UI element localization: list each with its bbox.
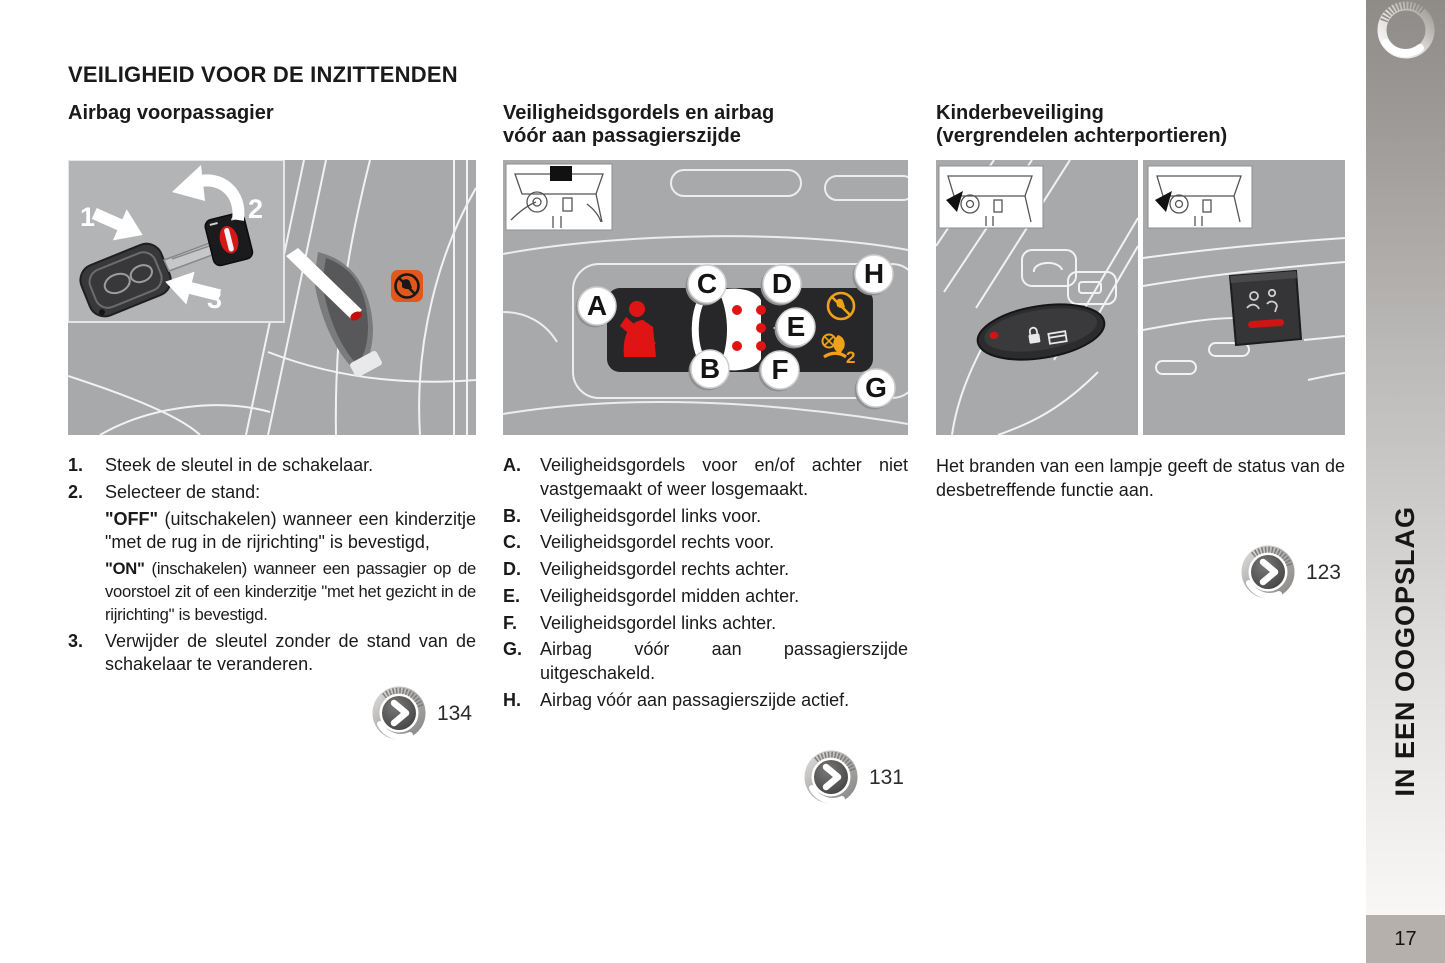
ref-page-number: 131 [868, 765, 904, 789]
inset-display-location [506, 164, 612, 230]
section-thumb-tab [1366, 0, 1445, 963]
list-item: E. Veiligheidsgordel midden achter. [503, 585, 800, 606]
page-ref-button[interactable] [372, 686, 426, 742]
ref-page-number: 134 [436, 702, 472, 726]
ref-page-number: 123 [1305, 560, 1341, 584]
steps-list [68, 454, 476, 680]
no-child-seat-icon [391, 270, 423, 302]
list-item: 3. Verwijder de sleutel zonder de stand van de schakelaar te veranderen. [68, 630, 476, 675]
svg-text:G: G [865, 372, 887, 403]
svg-text:H: H [863, 258, 885, 289]
inset-driver-door-right [1148, 166, 1252, 228]
column-heading: Airbag voorpassagier [68, 102, 274, 124]
page-reference [503, 750, 908, 806]
svg-text:B: B [699, 353, 721, 384]
page-title: VEILIGHEID VOOR DE INZITTENDEN [68, 62, 458, 87]
list-item: A. Veiligheidsgordels voor en/of achter niet vastgemaakt of weer losgemaakt. [503, 455, 908, 499]
svg-text:C: C [696, 268, 718, 299]
svg-text:F: F [771, 354, 789, 385]
illustration-belt-airbag-display [503, 160, 908, 435]
list-item: B. Veiligheidsgordel links voor. [503, 505, 762, 526]
svg-text:E: E [786, 311, 806, 342]
airbag-2-label: 2 [846, 348, 856, 367]
display-location-marker [550, 166, 572, 181]
svg-text:D: D [771, 268, 793, 299]
sidebar-tab-label[interactable]: IN EEN OOGOPSLAG [1390, 506, 1420, 797]
column-heading: Kinderbeveiliging (vergrendelen achterportieren) [936, 102, 1228, 148]
column-airbag-voorpassagier [68, 102, 476, 806]
page-ref-button[interactable] [1241, 545, 1295, 601]
illustration-child-lock-buttons [936, 160, 1345, 435]
list-item: F. Veiligheidsgordel links achter. [503, 612, 777, 633]
list-item: C. Veiligheidsgordel rechts voor. [503, 532, 775, 553]
column-veiligheidsgordels [503, 102, 908, 806]
page-reference [936, 545, 1345, 601]
inset-driver-door-left [939, 166, 1043, 228]
childlock-button-drawing [1230, 271, 1301, 345]
column-kinderbeveiliging [936, 102, 1345, 806]
list-item: "OFF" (uitschakelen) wanneer een kinderzitje "met de rug in de rijrichting" is bevestigd, [105, 508, 476, 553]
list-item: 1. Steek de sleutel in de schakelaar. [68, 455, 374, 475]
lock-icon [1028, 333, 1040, 344]
step-3-label: 3 [207, 284, 223, 314]
illustration-key-airbag-switch [68, 160, 476, 435]
page-number: 17 [1394, 927, 1417, 950]
step-1-label: 1 [80, 202, 96, 232]
step-2-label: 2 [248, 194, 264, 224]
list-item: 2. Selecteer de stand: [68, 481, 261, 502]
page-reference [68, 686, 476, 742]
svg-text:A: A [586, 290, 608, 321]
list-item: D. Veiligheidsgordel rechts achter. [503, 559, 790, 579]
page-ref-button[interactable] [804, 750, 858, 806]
list-item: H. Airbag vóór aan passagierszijde actief. [503, 689, 850, 710]
list-item: "ON" (inschakelen) wanneer een passagier op de voorstoel zit of een kinderzitje "met het gezicht in de rijrichting" is bevestigd. [105, 559, 476, 624]
ring-knob-icon [1374, 1, 1438, 65]
body-paragraph: Het branden van een lampje geeft de status van de desbetreffende functie aan. [936, 456, 1345, 500]
list-item: G. Airbag vóór aan passagierszijde uitgeschakeld. [503, 639, 908, 683]
legend-list [503, 454, 908, 716]
page-number-box [1366, 915, 1445, 963]
column-heading: Veiligheidsgordels en airbag vóór aan passagierszijde [503, 102, 775, 148]
manual-page [68, 0, 1345, 806]
